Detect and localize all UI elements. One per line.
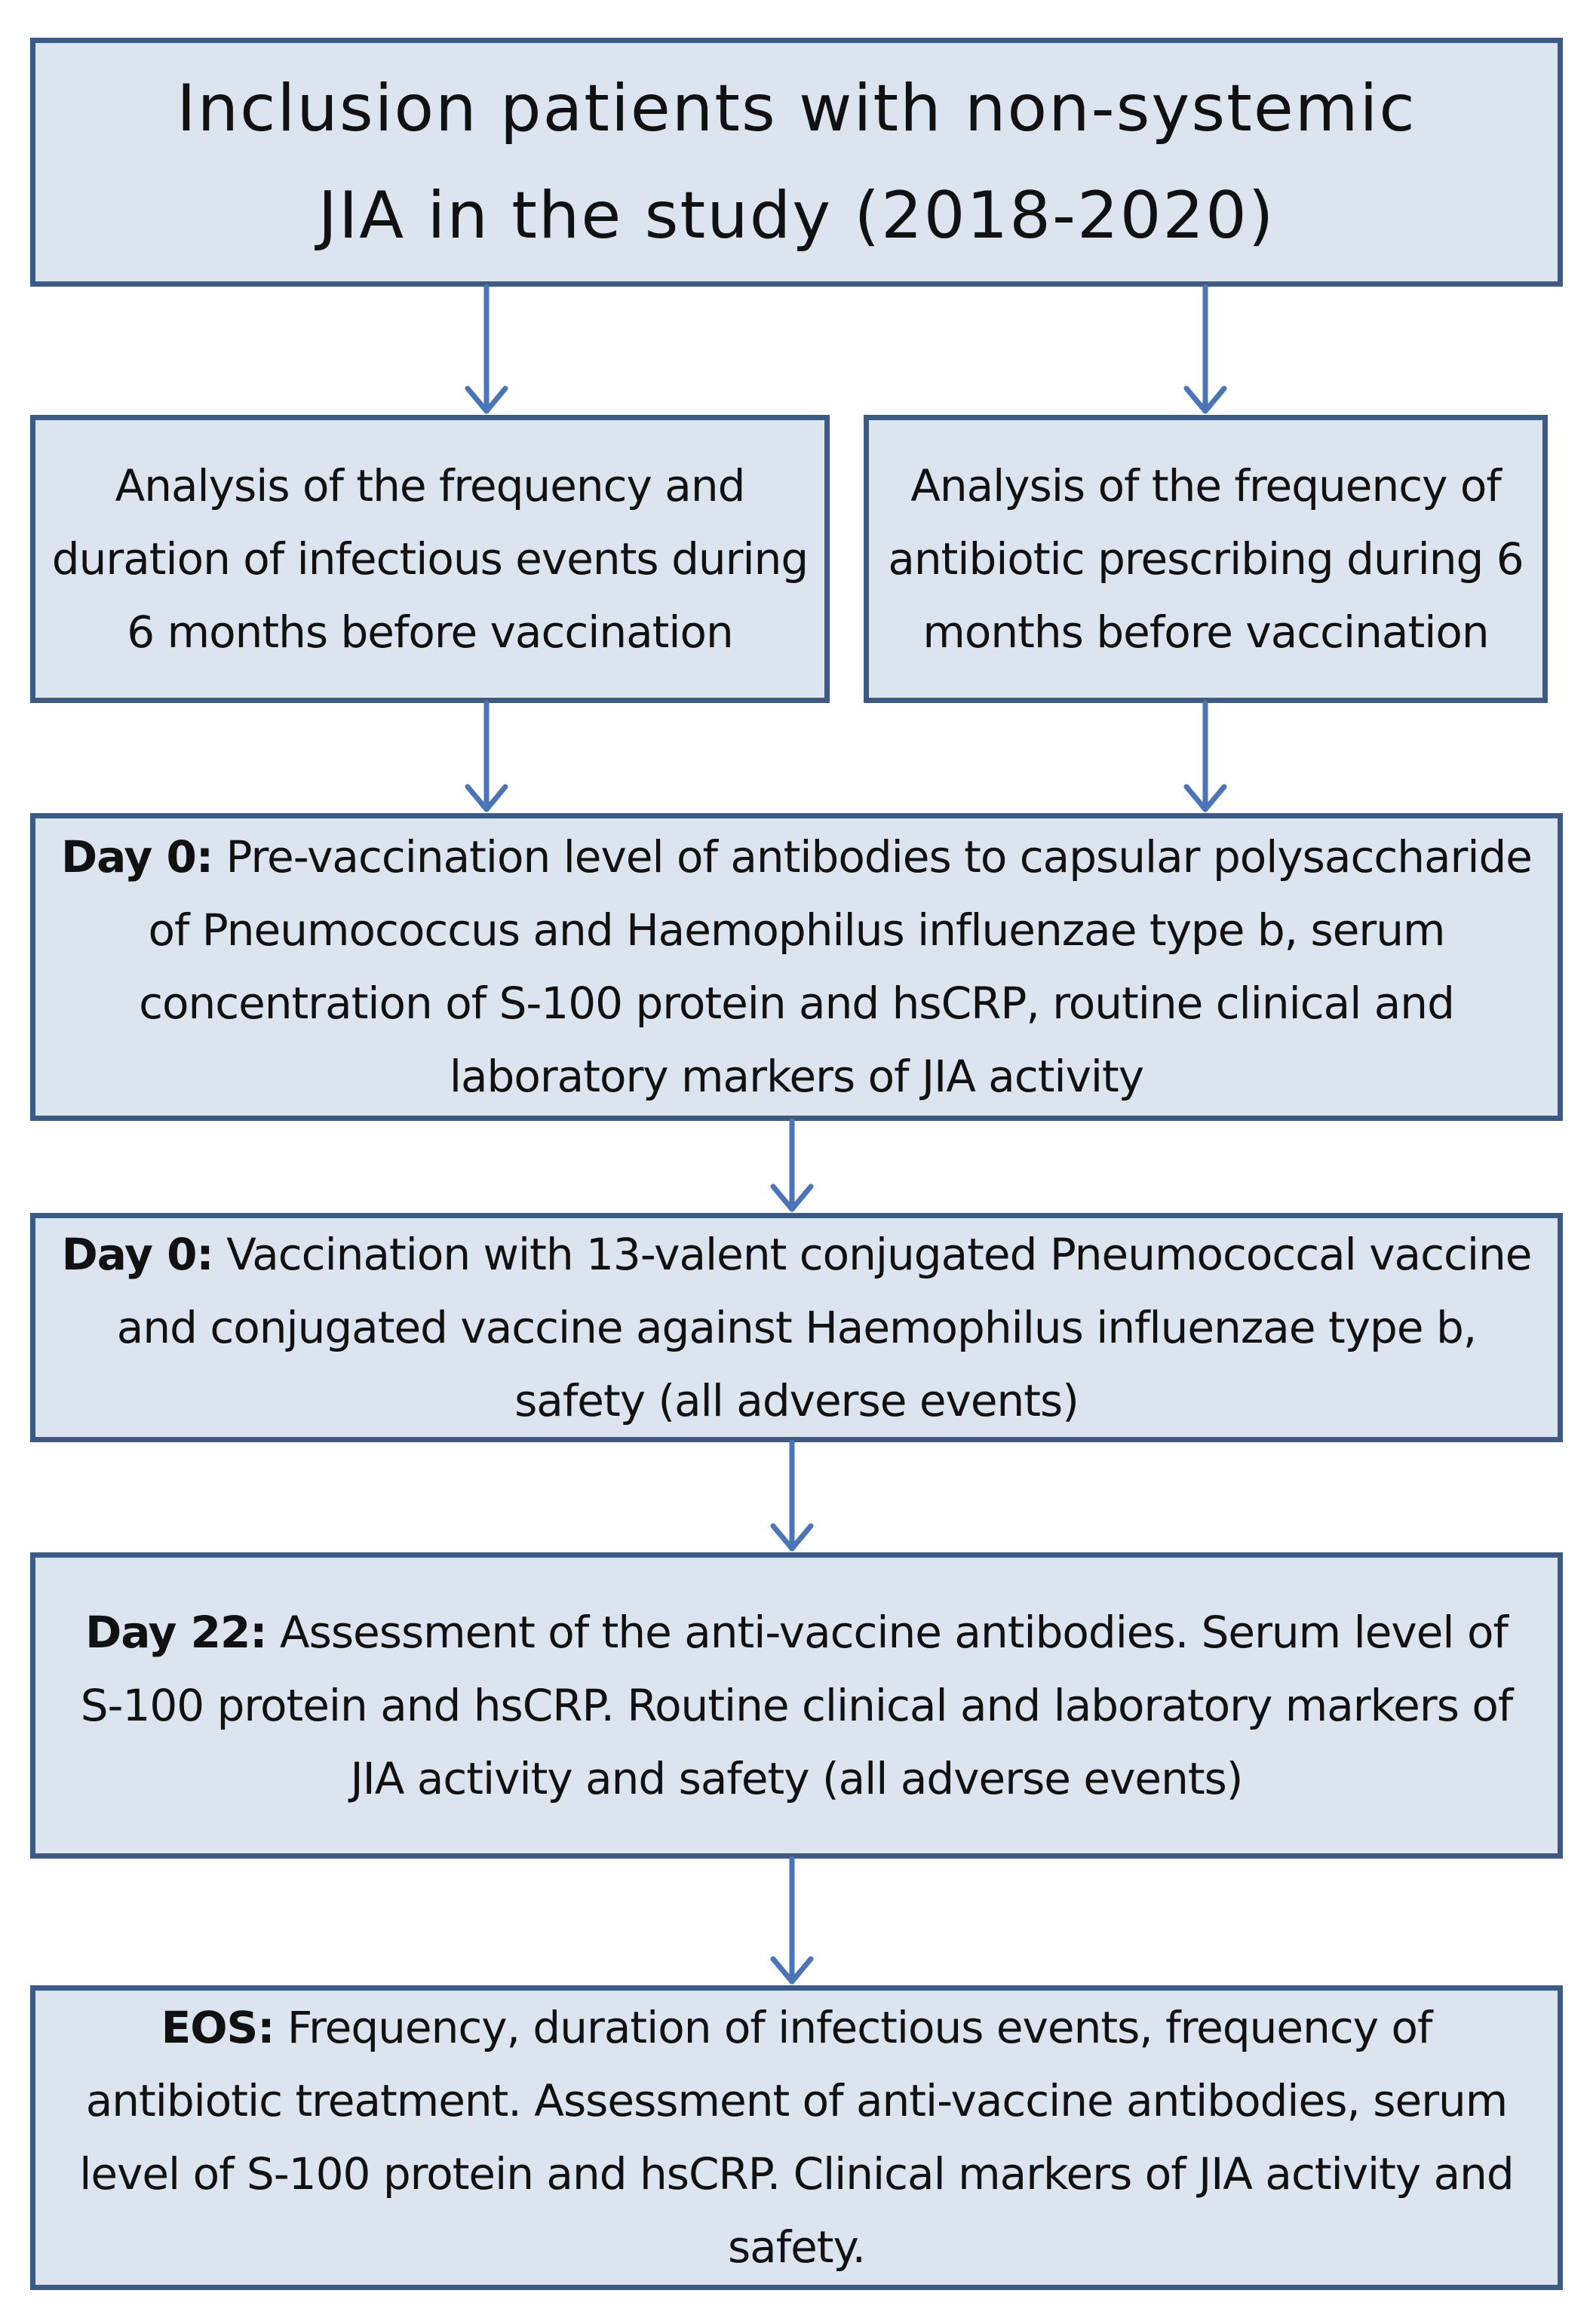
eos-box bbox=[30, 1985, 1563, 2290]
arrow-antibiotic-to-day0 bbox=[1186, 703, 1224, 809]
arrow-infectious-to-day0 bbox=[468, 703, 505, 809]
day0-vaccination-body: Vaccination with 13-valent conjugated Pneumococcal vaccine and conjugated vaccine against Haemophilus influenzae type b, safety (all adverse events) bbox=[116, 1228, 1532, 1426]
eos-label: EOS: bbox=[161, 2002, 275, 2053]
day0-vaccination-box bbox=[30, 1213, 1563, 1442]
inclusion-line-2: JIA in the study (2018-2020) bbox=[318, 178, 1275, 253]
eos-text bbox=[58, 1991, 1535, 2284]
day22-box bbox=[30, 1552, 1563, 1859]
arrow-day22-to-eos bbox=[773, 1859, 811, 1982]
infectious-events-analysis-box bbox=[30, 415, 830, 703]
day0-vaccination-text bbox=[58, 1218, 1535, 1438]
inclusion-line-1: Inclusion patients with non-systemic bbox=[176, 71, 1417, 146]
inclusion-box bbox=[30, 38, 1563, 287]
day0-baseline-label: Day 0: bbox=[61, 831, 213, 883]
infectious-events-analysis-text: Analysis of the frequency and duration of infectious events during 6 months before vaccination bbox=[51, 459, 809, 658]
eos-body: Frequency, duration of infectious events, frequency of antibiotic treatment. Assessment of anti-vaccine antibodies, serum level of S-100 protein and hsCRP. Clinical markers of JIA activity and safety. bbox=[79, 2002, 1514, 2273]
day0-baseline-body: Pre-vaccination level of antibodies to capsular polysaccharide of Pneumococcus and Haemophilus influenzae type b, serum concentration of S-100 protein and hsCRP, routine clinical and laboratory markers of JIA activity bbox=[139, 831, 1532, 1102]
antibiotic-prescribing-analysis-box bbox=[864, 415, 1548, 703]
day0-baseline-text bbox=[58, 821, 1535, 1113]
arrow-inclusion-to-antibiotic bbox=[1186, 287, 1224, 411]
day22-label: Day 22: bbox=[85, 1606, 267, 1658]
arrow-inclusion-to-infectious bbox=[468, 287, 505, 411]
antibiotic-prescribing-analysis-text: Analysis of the frequency of antibiotic prescribing during 6 months before vaccination bbox=[888, 459, 1524, 658]
day22-body: Assessment of the anti-vaccine antibodies. Serum level of S-100 protein and hsCRP. Routine clinical and laboratory markers of JIA activity and safety (all adverse events) bbox=[80, 1606, 1513, 1804]
arrow-vaccination-to-day22 bbox=[773, 1442, 811, 1549]
day0-baseline-box bbox=[30, 813, 1563, 1121]
inclusion-text bbox=[66, 55, 1527, 269]
day22-text bbox=[58, 1596, 1535, 1816]
arrow-day0-to-vaccination bbox=[773, 1121, 811, 1209]
day0-vaccination-label: Day 0: bbox=[61, 1228, 213, 1280]
